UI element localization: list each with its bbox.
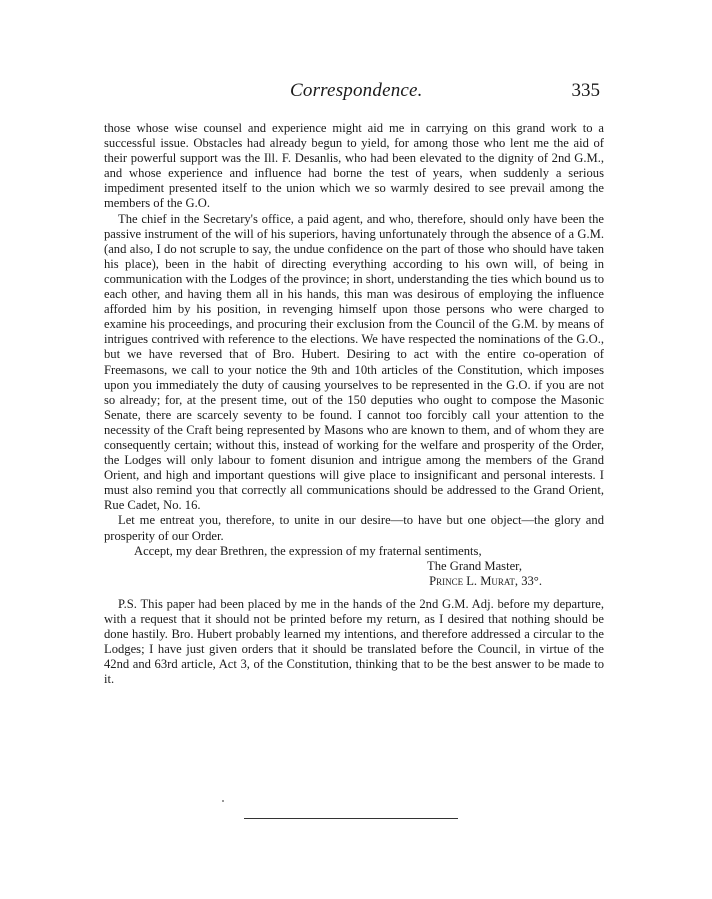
- closing-salutation: Accept, my dear Brethren, the expression of my fraternal sentiments,: [134, 543, 482, 558]
- footer-rule: [244, 818, 458, 819]
- page-header: [104, 80, 604, 106]
- paragraph-continuation: those whose wise counsel and experience might aid me in carrying on this grand work to a successful issue. Obstacles had already begun to yield, for among those who lent me the aid of their powerful support was the Ill. F. Desanlis, who had been elevated to the dignity of 2nd G.M., and whose experience and influence had borne the test of years, when suddenly a serious impediment presented itself to the union which we so warmly desired to see prevail among the members of the G.O.: [104, 121, 604, 211]
- closing-title: The Grand Master,: [427, 558, 522, 573]
- postscript: P.S. This paper had been placed by me in the hands of the 2nd G.M. Adj. before my departure, with a request that it should not be printed before my return, as I desired that nothing should be done hastily. Bro. Hubert probably learned my intentions, and therefore addressed a circular to the Lodges; I have just given orders that it should be translated before the Council, in virtue of the 42nd and 63rd article, Act 3, of the Constitution, thinking that to be the best answer to be made to it.: [104, 596, 604, 687]
- page-number: 335: [571, 80, 600, 101]
- paragraph-secretary: The chief in the Secretary's office, a paid agent, and who, therefore, should only have been the passive instrument of the will of his superiors, having unfortunately through the absence of a G.M. (and also, I do not scruple to say, the undue confidence on the part of those who should have taken his place), been in the habit of directing everything according to his own will, of being in communication with the Lodges of the province; in short, understanding the ties which bound us to each other, and having them all in his hands, this man was desirous of employing the influence afforded him by his position, in revenging himself upon those persons who were charged to examine his proceedings, and procuring their exclusion from the Council of the G.M. by means of intrigues contrived with reference to the elections. We have respected the nominations of the G.O., but we have reversed that of Bro. Hubert. Desiring to act with the entire co-operation of Freemasons, we call to your notice the 9th and 10th articles of the Constitution, which imposes upon you immediately the duty of causing yourselves to be represented in the G.O. if you are not so already; for, at the present time, out of the 150 deputies who ought to compose the Masonic Senate, there are scarcely seventy to be found. I cannot too forcibly call your attention to the necessity of the Craft being represented by Masons who are known to them, and of whom they are consequently certain; without this, instead of working for the welfare and prosperity of the Order, the Lodges will only labour to foment disunion and intrigue among the members of the Grand Orient, and high and important questions will give place to insignificant and personal interests. I must also remind you that correctly all communications should be addressed to the Grand Orient, Rue Cadet, No. 16.: [104, 211, 604, 513]
- letter-body: [104, 121, 604, 687]
- paragraph-entreaty: Let me entreat you, therefore, to unite in our desire—to have but one object—the glory and prosperity of our Order.: [104, 513, 604, 543]
- signature: Prince L. Murat, 33°.: [429, 573, 542, 588]
- ink-speck: [222, 800, 224, 802]
- running-head: Correspondence.: [290, 80, 423, 101]
